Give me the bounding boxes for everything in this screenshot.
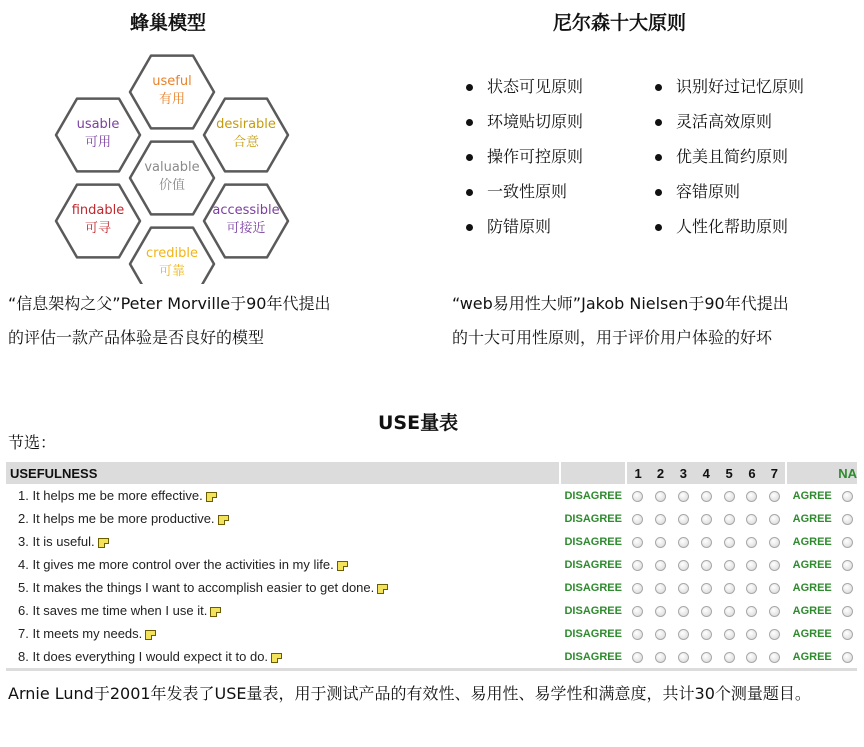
rating-radio[interactable] xyxy=(632,491,643,502)
scale-header: 2 xyxy=(649,462,672,484)
agree-label: AGREE xyxy=(792,650,832,663)
scale-header: 3 xyxy=(672,462,695,484)
use-title: USE量表 xyxy=(378,412,459,434)
rating-cell xyxy=(626,484,649,507)
cell-label-zh: 合意 xyxy=(232,135,260,150)
rating-radio[interactable] xyxy=(769,514,780,525)
scale-header: 6 xyxy=(741,462,764,484)
list-item xyxy=(466,147,583,182)
cell-label-en: desirable xyxy=(216,117,276,132)
rating-cell xyxy=(626,507,649,530)
rating-cell xyxy=(763,530,786,553)
list-item xyxy=(655,217,804,252)
list-item xyxy=(466,112,583,147)
principle-label: 操作可控原则 xyxy=(487,147,584,166)
question-text: 3. It is useful. xyxy=(18,534,95,549)
na-radio[interactable] xyxy=(842,606,853,617)
principle-label: 状态可见原则 xyxy=(487,77,584,96)
scale-header: 4 xyxy=(695,462,718,484)
rating-radio[interactable] xyxy=(701,629,712,640)
rating-cell xyxy=(672,484,695,507)
rating-cell xyxy=(763,645,786,668)
rating-cell xyxy=(672,645,695,668)
comment-note-icon[interactable] xyxy=(206,492,217,502)
bullet-icon xyxy=(466,189,473,196)
rating-radio[interactable] xyxy=(701,560,712,571)
rating-cell xyxy=(695,576,718,599)
rating-radio[interactable] xyxy=(678,537,689,548)
list-item xyxy=(655,182,804,217)
rating-cell xyxy=(695,622,718,645)
rating-cell xyxy=(649,576,672,599)
rating-cell xyxy=(695,645,718,668)
rating-cell xyxy=(626,576,649,599)
rating-radio[interactable] xyxy=(769,583,780,594)
bullet-icon xyxy=(466,119,473,126)
disagree-label: DISAGREE xyxy=(564,535,622,548)
rating-cell xyxy=(741,645,764,668)
scale-header: 1 xyxy=(626,462,649,484)
rating-radio[interactable] xyxy=(655,560,666,571)
rating-cell xyxy=(763,599,786,622)
rating-radio[interactable] xyxy=(678,652,689,663)
rating-cell xyxy=(763,622,786,645)
rating-radio[interactable] xyxy=(632,537,643,548)
honeycomb-cell xyxy=(204,99,288,172)
category-header: USEFULNESS xyxy=(6,462,560,484)
honeycomb-cell xyxy=(56,185,140,258)
disagree-header xyxy=(560,462,626,484)
rating-radio[interactable] xyxy=(746,491,757,502)
question-cell xyxy=(6,530,560,553)
na-cell xyxy=(838,484,857,507)
disagree-label: DISAGREE xyxy=(564,512,622,525)
agree-label: AGREE xyxy=(792,535,832,548)
rating-radio[interactable] xyxy=(632,514,643,525)
rating-radio[interactable] xyxy=(769,629,780,640)
cell-label-en: valuable xyxy=(144,160,200,175)
rating-cell xyxy=(763,484,786,507)
principle-label: 防错原则 xyxy=(487,217,552,236)
principle-label: 一致性原则 xyxy=(487,182,568,201)
cell-label-en: usable xyxy=(76,117,120,132)
comment-note-icon[interactable] xyxy=(337,561,348,571)
rating-cell xyxy=(695,599,718,622)
cell-label-en: accessible xyxy=(212,203,280,218)
rating-radio[interactable] xyxy=(655,514,666,525)
rating-cell xyxy=(741,530,764,553)
table-row xyxy=(6,622,857,645)
table-row xyxy=(6,507,857,530)
rating-radio[interactable] xyxy=(769,537,780,548)
rating-cell xyxy=(649,507,672,530)
bullet-icon xyxy=(466,154,473,161)
na-radio[interactable] xyxy=(842,629,853,640)
cell-label-zh: 可靠 xyxy=(158,264,186,279)
rating-cell xyxy=(718,599,741,622)
disagree-label: DISAGREE xyxy=(564,650,622,663)
rating-radio[interactable] xyxy=(655,629,666,640)
principle-label: 人性化帮助原则 xyxy=(676,217,789,236)
rating-radio[interactable] xyxy=(724,583,735,594)
description-line: 的评估一款产品体验是否良好的模型 xyxy=(8,328,265,347)
rating-radio[interactable] xyxy=(746,652,757,663)
table-row xyxy=(6,576,857,599)
agree-label: AGREE xyxy=(792,558,832,571)
principle-label: 优美且简约原则 xyxy=(676,147,789,166)
rating-cell xyxy=(718,576,741,599)
honeycomb-title: 蜂巢模型 xyxy=(130,12,207,34)
rating-cell xyxy=(718,484,741,507)
cell-label-en: useful xyxy=(152,74,192,89)
na-radio[interactable] xyxy=(842,514,853,525)
question-cell xyxy=(6,622,560,645)
rating-radio[interactable] xyxy=(769,652,780,663)
rating-cell xyxy=(672,553,695,576)
agree-label: AGREE xyxy=(792,489,832,502)
rating-radio[interactable] xyxy=(701,514,712,525)
na-cell xyxy=(838,599,857,622)
rating-radio[interactable] xyxy=(724,514,735,525)
list-item xyxy=(466,77,583,112)
list-item xyxy=(655,112,804,147)
rating-cell xyxy=(626,599,649,622)
rating-radio[interactable] xyxy=(724,491,735,502)
rating-radio[interactable] xyxy=(746,606,757,617)
nielsen-description xyxy=(452,287,789,355)
question-text: 7. It meets my needs. xyxy=(18,626,143,641)
table-row xyxy=(6,599,857,622)
na-cell xyxy=(838,507,857,530)
na-cell xyxy=(838,553,857,576)
list-item xyxy=(655,77,804,112)
rating-radio[interactable] xyxy=(678,606,689,617)
rating-radio[interactable] xyxy=(746,560,757,571)
cell-label-zh: 可接近 xyxy=(226,221,266,236)
principle-label: 容错原则 xyxy=(676,182,741,201)
table-row xyxy=(6,484,857,507)
rating-cell xyxy=(649,599,672,622)
rating-cell xyxy=(626,622,649,645)
rating-radio[interactable] xyxy=(724,652,735,663)
rating-radio[interactable] xyxy=(769,606,780,617)
table-row xyxy=(6,553,857,576)
cell-label-zh: 可用 xyxy=(84,135,112,150)
comment-note-icon[interactable] xyxy=(145,630,156,640)
na-cell xyxy=(838,645,857,668)
rating-cell xyxy=(718,553,741,576)
rating-radio[interactable] xyxy=(724,606,735,617)
na-header: NA xyxy=(838,462,857,484)
rating-cell xyxy=(763,553,786,576)
list-item xyxy=(655,147,804,182)
rating-cell xyxy=(718,530,741,553)
rating-cell xyxy=(626,645,649,668)
description-line: 的十大可用性原则，用于评价用户体验的好坏 xyxy=(452,328,773,347)
rating-radio[interactable] xyxy=(701,583,712,594)
honeycomb-cell xyxy=(130,56,214,129)
rating-radio[interactable] xyxy=(746,537,757,548)
question-rows xyxy=(6,484,857,668)
disagree-label: DISAGREE xyxy=(564,627,622,640)
bullet-icon xyxy=(655,119,662,126)
rating-cell xyxy=(626,553,649,576)
rating-cell xyxy=(763,576,786,599)
comment-note-icon[interactable] xyxy=(218,515,229,525)
rating-radio[interactable] xyxy=(678,583,689,594)
na-cell xyxy=(838,622,857,645)
question-cell xyxy=(6,576,560,599)
table-row xyxy=(6,530,857,553)
na-radio[interactable] xyxy=(842,583,853,594)
rating-radio[interactable] xyxy=(701,537,712,548)
question-text: 6. It saves me time when I use it. xyxy=(18,603,208,618)
rating-cell xyxy=(695,553,718,576)
nielsen-principles-right xyxy=(655,77,804,252)
rating-radio[interactable] xyxy=(724,537,735,548)
rating-cell xyxy=(649,484,672,507)
table-header-row xyxy=(6,462,857,484)
agree-label: AGREE xyxy=(792,581,832,594)
question-cell xyxy=(6,599,560,622)
rating-cell xyxy=(741,553,764,576)
na-radio[interactable] xyxy=(842,652,853,663)
honeycomb-cell xyxy=(130,142,214,215)
na-radio[interactable] xyxy=(842,537,853,548)
rating-cell xyxy=(695,484,718,507)
question-text: 2. It helps me be more productive. xyxy=(18,511,215,526)
rating-radio[interactable] xyxy=(724,629,735,640)
cell-label-en: credible xyxy=(146,246,198,261)
rating-cell xyxy=(741,622,764,645)
rating-radio[interactable] xyxy=(678,491,689,502)
principle-label: 环境贴切原则 xyxy=(487,112,584,131)
rating-radio[interactable] xyxy=(746,629,757,640)
rating-radio[interactable] xyxy=(678,560,689,571)
honeycomb-cell xyxy=(56,99,140,172)
cell-label-zh: 有用 xyxy=(158,92,186,107)
agree-label: AGREE xyxy=(792,627,832,640)
question-cell xyxy=(6,645,560,668)
table-row xyxy=(6,645,857,668)
rating-radio[interactable] xyxy=(655,537,666,548)
rating-radio[interactable] xyxy=(769,560,780,571)
na-radio[interactable] xyxy=(842,560,853,571)
agree-label: AGREE xyxy=(792,512,832,525)
rating-radio[interactable] xyxy=(632,560,643,571)
comment-note-icon[interactable] xyxy=(377,584,388,594)
rating-radio[interactable] xyxy=(701,606,712,617)
rating-radio[interactable] xyxy=(746,583,757,594)
use-questionnaire-table xyxy=(6,462,857,668)
scale-header: 7 xyxy=(763,462,786,484)
comment-note-icon[interactable] xyxy=(271,653,282,663)
question-cell xyxy=(6,484,560,507)
agree-header xyxy=(786,462,838,484)
rating-radio[interactable] xyxy=(701,491,712,502)
rating-cell xyxy=(626,530,649,553)
rating-radio[interactable] xyxy=(724,560,735,571)
nielsen-title: 尼尔森十大原则 xyxy=(553,12,687,34)
bullet-icon xyxy=(655,189,662,196)
description-line: “web易用性大师”Jakob Nielsen于90年代提出 xyxy=(452,294,789,313)
rating-cell xyxy=(672,507,695,530)
rating-radio[interactable] xyxy=(769,491,780,502)
rating-cell xyxy=(741,484,764,507)
rating-radio[interactable] xyxy=(632,629,643,640)
principle-label: 灵活高效原则 xyxy=(676,112,773,131)
cell-label-zh: 价值 xyxy=(158,178,186,193)
rating-radio[interactable] xyxy=(655,606,666,617)
rating-radio[interactable] xyxy=(678,629,689,640)
rating-radio[interactable] xyxy=(632,583,643,594)
question-text: 4. It gives me more control over the activities in my life. xyxy=(18,557,334,572)
table-bottom-rule xyxy=(6,668,857,671)
rating-cell xyxy=(718,622,741,645)
cell-label-zh: 可寻 xyxy=(84,221,112,236)
rating-cell xyxy=(649,530,672,553)
question-text: 5. It makes the things I want to accomplish easier to get done. xyxy=(18,580,375,595)
rating-cell xyxy=(672,530,695,553)
rating-cell xyxy=(741,599,764,622)
rating-radio[interactable] xyxy=(655,583,666,594)
rating-cell xyxy=(763,507,786,530)
rating-cell xyxy=(649,622,672,645)
section-label: 节选： xyxy=(8,433,57,452)
scale-header: 5 xyxy=(718,462,741,484)
rating-radio[interactable] xyxy=(655,491,666,502)
rating-cell xyxy=(672,622,695,645)
comment-note-icon[interactable] xyxy=(210,607,221,617)
comment-note-icon[interactable] xyxy=(98,538,109,548)
rating-radio[interactable] xyxy=(632,606,643,617)
agree-label: AGREE xyxy=(792,604,832,617)
na-cell xyxy=(838,576,857,599)
description-line: “信息架构之父”Peter Morville于90年代提出 xyxy=(8,294,331,313)
rating-cell xyxy=(718,507,741,530)
rating-radio[interactable] xyxy=(632,652,643,663)
list-item xyxy=(466,217,583,252)
rating-radio[interactable] xyxy=(746,514,757,525)
question-text: 8. It does everything I would expect it to do. xyxy=(18,649,269,664)
use-description: Arnie Lund于2001年发表了USE量表，用于测试产品的有效性、易用性、易学性和满意度，共计30个测量题目。 xyxy=(8,684,811,703)
rating-cell xyxy=(672,599,695,622)
rating-cell xyxy=(718,645,741,668)
honeycomb-cell xyxy=(130,228,214,284)
nielsen-principles-left xyxy=(466,77,583,252)
list-item xyxy=(466,182,583,217)
rating-cell xyxy=(741,576,764,599)
disagree-label: DISAGREE xyxy=(564,489,622,502)
rating-radio[interactable] xyxy=(678,514,689,525)
honeycomb-cell xyxy=(204,185,288,258)
honeycomb-description xyxy=(8,287,330,355)
rating-radio[interactable] xyxy=(655,652,666,663)
question-cell xyxy=(6,507,560,530)
question-text: 1. It helps me be more effective. xyxy=(18,488,203,503)
na-radio[interactable] xyxy=(842,491,853,502)
rating-cell xyxy=(649,553,672,576)
disagree-label: DISAGREE xyxy=(564,581,622,594)
bullet-icon xyxy=(655,224,662,231)
principle-label: 识别好过记忆原则 xyxy=(676,77,805,96)
rating-cell xyxy=(695,507,718,530)
disagree-label: DISAGREE xyxy=(564,558,622,571)
honeycomb-diagram xyxy=(52,44,292,284)
cell-label-en: findable xyxy=(71,203,125,218)
bullet-icon xyxy=(655,154,662,161)
question-cell xyxy=(6,553,560,576)
na-cell xyxy=(838,530,857,553)
rating-cell xyxy=(649,645,672,668)
rating-cell xyxy=(695,530,718,553)
disagree-label: DISAGREE xyxy=(564,604,622,617)
rating-cell xyxy=(741,507,764,530)
bullet-icon xyxy=(655,84,662,91)
bullet-icon xyxy=(466,224,473,231)
rating-cell xyxy=(672,576,695,599)
rating-radio[interactable] xyxy=(701,652,712,663)
bullet-icon xyxy=(466,84,473,91)
